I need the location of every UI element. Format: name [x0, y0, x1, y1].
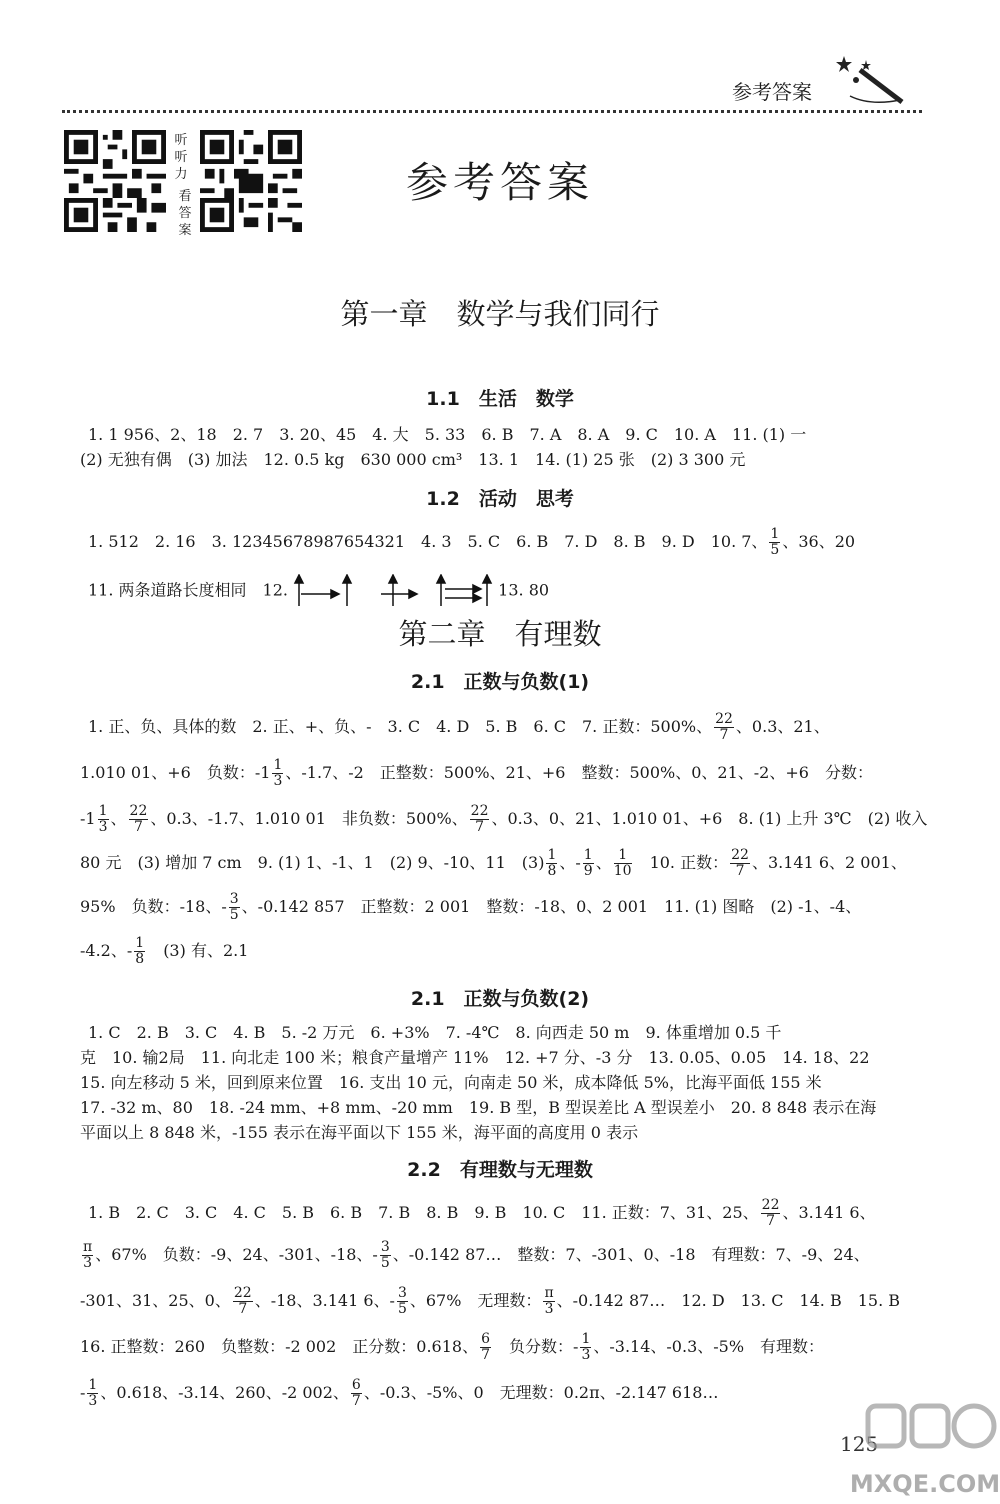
answer-text: 、-0.142 87… 12. D 13. C 14. B 15. B — [556, 1291, 901, 1310]
header-label: 参考答案 — [732, 80, 812, 104]
answer-text: 、-0.142 87… 整数：7、-301、0、-18 有理数：7、-9、24、 — [392, 1245, 870, 1264]
watermark-logo — [850, 1400, 1000, 1504]
answer-text: -1 — [80, 809, 96, 828]
answer-text: 、3.141 6、2 001、 — [751, 853, 907, 872]
answer-line — [80, 1286, 910, 1317]
arrow-diagrams-icon — [293, 574, 493, 608]
answer-text: 1.010 01、+6 负数：-1 — [80, 763, 271, 782]
answer-text: 、67% 负数：-9、24、-301、-18、- — [95, 1245, 378, 1264]
answer-line — [80, 892, 910, 923]
answer-line: 克 10. 输2局 11. 向北走 100 米；粮食产量增产 11% 12. +7 分、-3 分 13. 0.05、0.05 14. 18、22 — [80, 1048, 870, 1067]
fraction: $\frac{22}{7}$ — [470, 803, 489, 835]
chapter-1-title: 第一章 数学与我们同行 — [340, 297, 660, 331]
answer-text: 、-3.14、-0.3、-5% 有理数： — [593, 1337, 825, 1356]
header-divider — [62, 110, 922, 113]
fraction: $\frac{1}{9}$ — [583, 847, 593, 879]
answer-line: 17. -32 m、80 18. -24 mm、+8 mm、-20 mm 19. B 型，B 型误差比 A 型误差小 20. 8 848 表示在海 — [80, 1098, 877, 1117]
answer-text: 16. 正整数：260 负整数：-2 002 正分数：0.618、 — [80, 1337, 479, 1356]
answer-text: 13. 80 — [498, 580, 550, 600]
answer-text: 95% 负数：-18、- — [80, 897, 227, 916]
answer-text: 80 元 (3) 增加 7 cm 9. (1) 1、-1、1 (2) 9、-10、11 (3) — [80, 853, 545, 872]
qr-caption-listening: 听听力 — [174, 133, 188, 182]
section-1-1-title: 1.1 生活 数学 — [426, 388, 574, 410]
answer-text: 、- — [559, 853, 581, 872]
answer-text: -301、31、25、0、 — [80, 1291, 231, 1310]
answer-line — [80, 936, 910, 967]
fraction: $\frac{22}{7}$ — [761, 1197, 780, 1229]
fraction: $\frac{6}{7}$ — [351, 1377, 361, 1409]
fraction: $\frac{22}{7}$ — [731, 847, 749, 879]
answer-line — [88, 574, 918, 608]
answer-line — [80, 803, 928, 835]
answer-text: 、-18、3.141 6、- — [254, 1291, 395, 1310]
section-2-1-part1-title: 2.1 正数与负数(1) — [410, 671, 590, 693]
fraction: $\frac{\pi}{3}$ — [83, 1239, 93, 1271]
answer-text: 1. 正、负、具体的数 2. 正、+、负、- 3. C 4. D 5. B 6. C 7. 正数：500%、 — [88, 717, 713, 736]
magic-wand-icon — [830, 52, 920, 112]
answer-line — [80, 1332, 910, 1363]
svg-text:MXQE.COM: MXQE.COM — [850, 1470, 1000, 1498]
answer-line: 15. 向左移动 5 米，回到原来位置 16. 支出 10 元，向南走 50 米，成本降低 5%，比海平面低 155 米 — [80, 1073, 822, 1092]
answer-text: 11. 两条道路长度相同 12. — [88, 580, 288, 600]
chapter-2-title: 第二章 有理数 — [398, 617, 602, 651]
fraction: $\frac{1}{3}$ — [581, 1331, 591, 1363]
fraction: $\frac{\pi}{3}$ — [544, 1285, 554, 1317]
qr-caption-answers: 看答案 — [178, 189, 192, 238]
fraction: $\frac{1}{3}$ — [98, 803, 108, 835]
fraction: $\frac{1}{8}$ — [547, 847, 557, 879]
answer-text: 、0.3、-1.7、1.010 01 非负数：500%、 — [150, 809, 468, 828]
answer-text: 、-0.142 857 正整数：2 001 整数：-18、0、2 001 11. (1) 图略 (2) -1、-4、 — [241, 897, 862, 916]
answer-text: 、67% 无理数： — [409, 1291, 542, 1310]
answer-text: 、0.618、-3.14、260、-2 002、 — [100, 1383, 349, 1402]
page-title: 参考答案 — [405, 158, 594, 207]
fraction: $\frac{1}{10}$ — [613, 847, 632, 879]
fraction: $\frac{1}{8}$ — [135, 935, 145, 967]
answer-line — [88, 712, 918, 743]
answer-text: 、 — [595, 853, 612, 872]
fraction: $\frac{22}{7}$ — [129, 803, 148, 835]
answer-line: 1. C 2. B 3. C 4. B 5. -2 万元 6. +3% 7. -4℃ 8. 向西走 50 m 9. 体重增加 0.5 千 — [88, 1023, 782, 1042]
answer-line — [88, 1198, 918, 1229]
fraction: $\frac{22}{7}$ — [715, 711, 733, 743]
answer-text: (3) 有、2.1 — [147, 941, 249, 960]
answer-text: 1. B 2. C 3. C 4. C 5. B 6. B 7. B 8. B 9. B 10. C 11. 正数：7、31、25、 — [88, 1203, 759, 1222]
page-number: 125 — [840, 1432, 879, 1456]
section-2-2-title: 2.2 有理数与无理数 — [407, 1159, 593, 1181]
fraction: $\frac{1}{5}$ — [770, 526, 780, 558]
fraction: $\frac{1}{3}$ — [273, 757, 283, 789]
answer-line — [80, 758, 910, 789]
answer-text: 1. 512 2. 16 3. 12345678987654321 4. 3 5. C 6. B 7. D 8. B 9. D 10. 7、 — [88, 532, 768, 551]
answer-text: 10. 正数： — [633, 853, 729, 872]
answer-line — [80, 1240, 910, 1271]
answer-text: 、0.3、0、21、1.010 01、+6 8. (1) 上升 3℃ (2) 收入 — [491, 809, 928, 828]
answer-line: (2) 无独有偶 (3) 加法 12. 0.5 kg 630 000 cm³ 13. 1 14. (1) 25 张 (2) 3 300 元 — [80, 450, 746, 469]
fraction: $\frac{3}{5}$ — [229, 891, 239, 923]
fraction: $\frac{3}{5}$ — [397, 1285, 407, 1317]
answer-line — [80, 848, 910, 879]
answer-line — [88, 527, 918, 558]
answer-text: -4.2、- — [80, 941, 133, 960]
fraction: $\frac{22}{7}$ — [233, 1285, 252, 1317]
answer-line: 平面以上 8 848 米，-155 表示在海平面以下 155 米，海平面的高度用 0 表示 — [80, 1123, 639, 1142]
section-2-1-part2-title: 2.1 正数与负数(2) — [410, 988, 590, 1010]
section-1-2-title: 1.2 活动 思考 — [426, 488, 574, 510]
answer-text: 、36、20 — [782, 532, 856, 551]
answer-text: 、-0.3、-5%、0 无理数：0.2π、-2.147 618… — [363, 1383, 719, 1402]
answer-line: 1. 1 956、2、18 2. 7 3. 20、45 4. 大 5. 33 6. B 7. A 8. A 9. C 10. A 11. (1) 一 — [88, 425, 807, 444]
answer-text: 、0.3、21、 — [735, 717, 830, 736]
answer-text: - — [80, 1383, 86, 1402]
fraction: $\frac{1}{3}$ — [88, 1377, 98, 1409]
answer-text: 、-1.7、-2 正整数：500%、21、+6 整数：500%、0、21、-2、+6 分数： — [285, 763, 873, 782]
fraction: $\frac{3}{5}$ — [380, 1239, 390, 1271]
answer-text: 、 — [110, 809, 127, 828]
fraction: $\frac{6}{7}$ — [481, 1331, 491, 1363]
answer-line — [80, 1378, 910, 1409]
answer-text: 负分数：- — [493, 1337, 579, 1356]
answer-text: 、3.141 6、 — [782, 1203, 876, 1222]
